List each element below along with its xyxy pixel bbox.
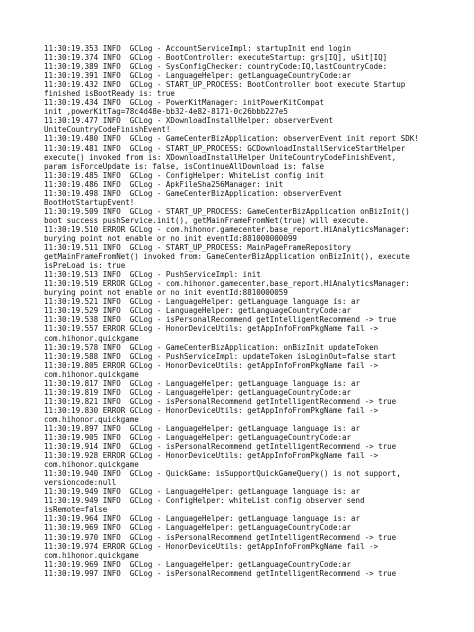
- log-line: 11:30:19.519 ERROR GCLog - com.hihonor.gamecenter.base_report.HiAnalyticsManager:: [44, 279, 410, 289]
- log-line: burying point not enable or no init eventId:881000000099: [44, 233, 297, 243]
- log-line: 11:30:19.817 INFO GCLog - LanguageHelper: getLanguage language is: ar: [44, 378, 361, 388]
- log-line: param isForceUpdate is: false, isContinueAllDownload is: false: [44, 161, 324, 171]
- log-line: 11:30:19.481 INFO GCLog - START_UP_PROCESS: GCDownloadInstallServiceStartHelper: [44, 143, 406, 153]
- log-line: 11:30:19.928 ERROR GCLog - HonorDeviceUtils: getAppInfoFromPkgName fail ->: [44, 451, 379, 461]
- log-line: 11:30:19.511 INFO GCLog - START_UP_PROCESS: MainPageFrameRepository: [44, 243, 352, 253]
- log-line: 11:30:19.557 ERROR GCLog - HonorDeviceUtils: getAppInfoFromPkgName fail ->: [44, 324, 379, 334]
- log-line: getMainFrameFromNet() invoked from: GameCenterBizApplication onBizInit(), execute: [44, 252, 410, 262]
- log-line: 11:30:19.805 ERROR GCLog - HonorDeviceUtils: getAppInfoFromPkgName fail ->: [44, 360, 379, 370]
- log-line: 11:30:19.374 INFO GCLog - BootController: executeStartup: grs[IQ], uSit[IQ]: [44, 53, 388, 63]
- log-line: isPreLoad is: true: [44, 261, 126, 271]
- log-line: 11:30:19.997 INFO GCLog - isPersonalRecommend getIntelligentRecommend -> true: [44, 568, 397, 578]
- log-line: 11:30:19.498 INFO GCLog - GameCenterBizApplication: observerEvent: [44, 188, 343, 198]
- log-line: 11:30:19.389 INFO GCLog - SysConfigChecker: countryCode:IQ,lastCountryCode:: [44, 62, 388, 72]
- log-line: boot success pushService.init(), getMainFrameFromNet(true) will execute.: [44, 215, 370, 225]
- log-line: 11:30:19.940 INFO GCLog - QuickGame: isSupportQuickGameQuery() is not support,: [44, 469, 401, 479]
- log-line: 11:30:19.830 ERROR GCLog - HonorDeviceUtils: getAppInfoFromPkgName fail ->: [44, 405, 379, 415]
- log-line: 11:30:19.897 INFO GCLog - LanguageHelper: getLanguage language is: ar: [44, 423, 361, 433]
- log-line: 11:30:19.914 INFO GCLog - isPersonalRecommend getIntelligentRecommend -> true: [44, 442, 397, 452]
- log-line: versioncode:null: [44, 478, 117, 488]
- log-line: BootHotStartupEvent!: [44, 197, 135, 207]
- log-line: isRemote=false: [44, 505, 108, 515]
- log-line: 11:30:19.949 INFO GCLog - ConfigHelper: whiteList config observer send: [44, 496, 365, 506]
- log-line: 11:30:19.969 INFO GCLog - LanguageHelper: getLanguageCountryCode:ar: [44, 559, 352, 569]
- log-line: 11:30:19.821 INFO GCLog - isPersonalRecommend getIntelligentRecommend -> true: [44, 396, 397, 406]
- log-line: burying point not enable or no init eventId:8810000059: [44, 288, 288, 298]
- log-line: 11:30:19.434 INFO GCLog - PowerKitManager: initPowerKitCompat: [44, 98, 324, 108]
- log-line: 11:30:19.578 INFO GCLog - GameCenterBizApplication: onBizInit updateToken: [44, 342, 379, 352]
- log-line: com.hihonor.quickgame: [44, 414, 139, 424]
- log-line: 11:30:19.480 INFO GCLog - GameCenterBizApplication: observerEvent init report SDK!: [44, 134, 419, 144]
- log-line: 11:30:19.969 INFO GCLog - LanguageHelper: getLanguageCountryCode:ar: [44, 523, 352, 533]
- log-line: execute() invoked from is: XDownloadInstallHelper UniteCountryCodeFinishEvent,: [44, 152, 397, 162]
- log-line: 11:30:19.588 INFO GCLog - PushServiceImpl: updateToken isLoginOut=false start: [44, 351, 397, 361]
- log-line: com.hihonor.quickgame: [44, 369, 139, 379]
- log-line: 11:30:19.509 INFO GCLog - START_UP_PROCESS: GameCenterBizApplication onBizInit(): [44, 206, 410, 216]
- log-line: 11:30:19.819 INFO GCLog - LanguageHelper: getLanguageCountryCode:ar: [44, 387, 352, 397]
- log-line: UniteCountryCodeFinishEvent!: [44, 125, 171, 135]
- log-line: com.hihonor.quickgame: [44, 333, 139, 343]
- log-line: 11:30:19.974 ERROR GCLog - HonorDeviceUtils: getAppInfoFromPkgName fail ->: [44, 541, 379, 551]
- log-line: 11:30:19.353 INFO GCLog - AccountServiceImpl: startupInit end login: [44, 44, 352, 53]
- log-view: [44, 44, 468, 578]
- log-line: 11:30:19.964 INFO GCLog - LanguageHelper: getLanguage language is: ar: [44, 514, 361, 524]
- log-line: 11:30:19.521 INFO GCLog - LanguageHelper: getLanguage language is: ar: [44, 297, 361, 307]
- log-line: 11:30:19.905 INFO GCLog - LanguageHelper: getLanguageCountryCode:ar: [44, 433, 352, 443]
- log-line: 11:30:19.513 INFO GCLog - PushServiceImpl: init: [44, 270, 261, 280]
- log-line: 11:30:19.529 INFO GCLog - LanguageHelper: getLanguageCountryCode:ar: [44, 306, 352, 316]
- log-line: 11:30:19.949 INFO GCLog - LanguageHelper: getLanguage language is: ar: [44, 487, 361, 497]
- log-line: 11:30:19.486 INFO GCLog - ApkFileSha256Manager: init: [44, 179, 284, 189]
- log-line: 11:30:19.510 ERROR GCLog - com.hihonor.gamecenter.base_report.HiAnalyticsManager:: [44, 224, 410, 234]
- log-line: 11:30:19.485 INFO GCLog - ConfigHelper: WhiteList config init: [44, 170, 324, 180]
- log-line: 11:30:19.970 INFO GCLog - isPersonalRecommend getIntelligentRecommend -> true: [44, 532, 397, 542]
- log-line: 11:30:19.391 INFO GCLog - LanguageHelper: getLanguageCountryCode:ar: [44, 71, 352, 81]
- log-line: 11:30:19.538 INFO GCLog - isPersonalRecommend getIntelligentRecommend -> true: [44, 315, 397, 325]
- log-line: 11:30:19.477 INFO GCLog - XDownloadInstallHelper: observerEvent: [44, 116, 333, 126]
- log-line: com.hihonor.quickgame: [44, 460, 139, 470]
- log-line: com.hihonor.quickgame: [44, 550, 139, 560]
- log-line: 11:30:19.432 INFO GCLog - START_UP_PROCESS: BootController boot execute Startup: [44, 80, 406, 90]
- log-line: finished isBootReady is: true: [44, 89, 175, 99]
- log-line: init ,powerKitTag=78c4d48e-bb32-4e82-8171-0c26bbb227e5: [44, 107, 288, 117]
